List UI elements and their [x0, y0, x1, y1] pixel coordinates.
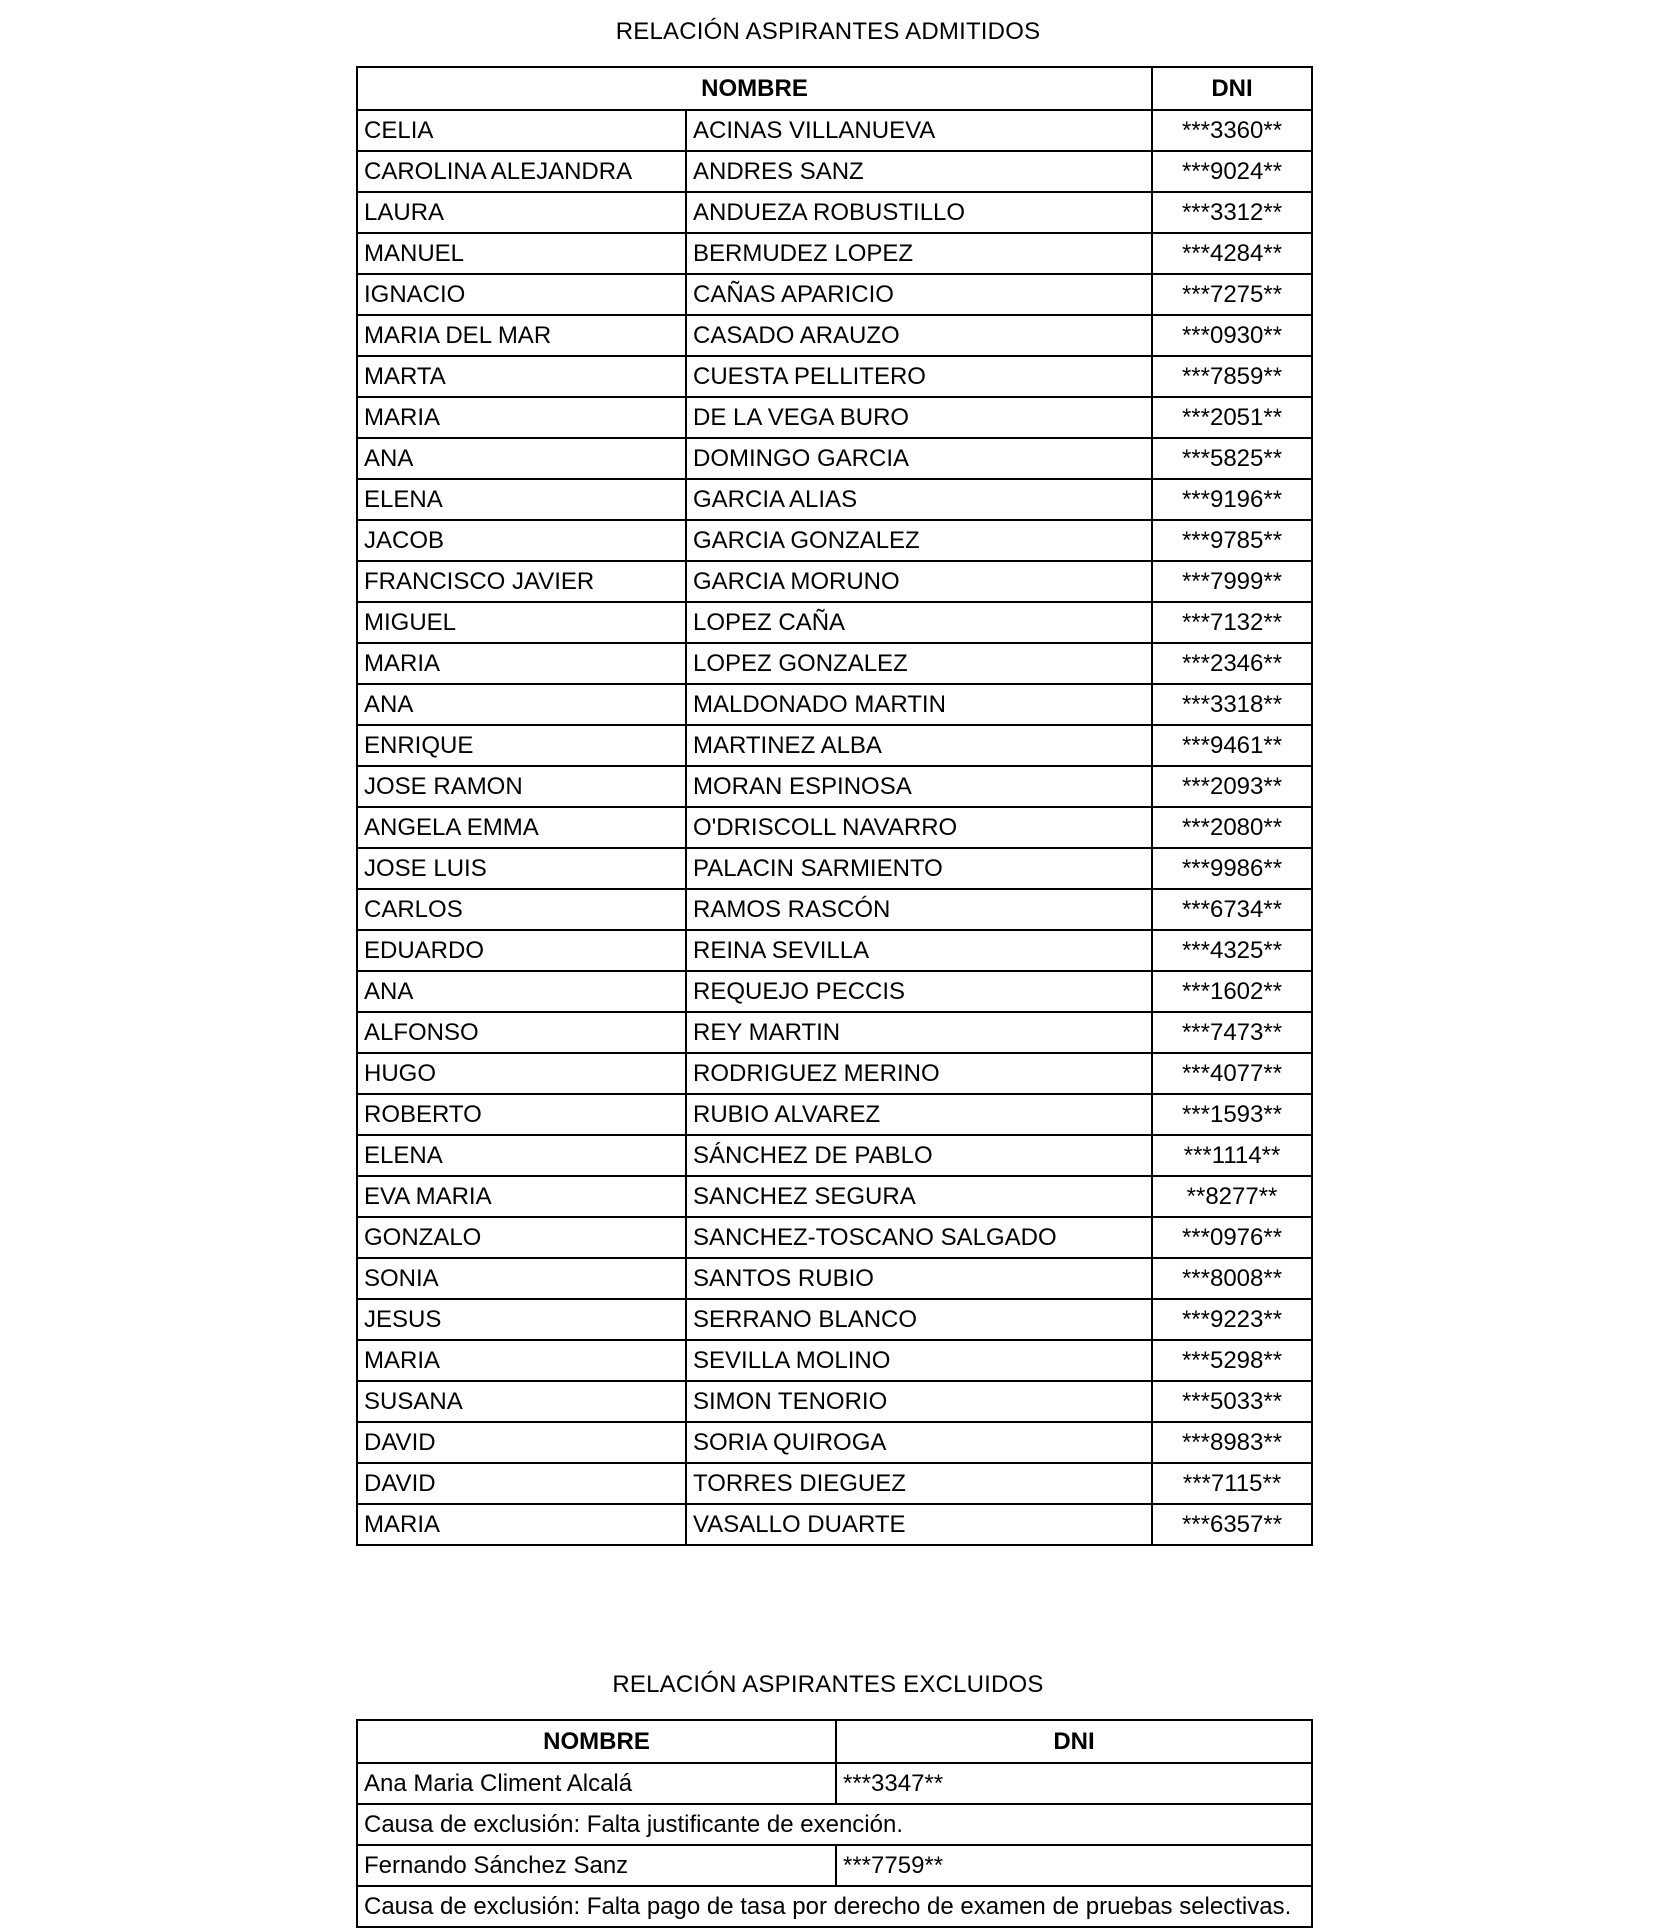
admitido-dni: ***9024**: [1152, 151, 1312, 192]
admitido-dni: ***7859**: [1152, 356, 1312, 397]
admitido-apellidos: RODRIGUEZ MERINO: [686, 1053, 1152, 1094]
admitido-dni: ***4284**: [1152, 233, 1312, 274]
admitido-dni: ***7275**: [1152, 274, 1312, 315]
admitido-apellidos: REQUEJO PECCIS: [686, 971, 1152, 1012]
admitido-apellidos: TORRES DIEGUEZ: [686, 1463, 1152, 1504]
admitido-dni: ***0930**: [1152, 315, 1312, 356]
admitido-row: [357, 315, 1312, 356]
admitido-row: [357, 1012, 1312, 1053]
admitido-nombre: GONZALO: [357, 1217, 686, 1258]
admitido-row: [357, 1381, 1312, 1422]
admitido-apellidos: VASALLO DUARTE: [686, 1504, 1152, 1545]
admitido-row: [357, 110, 1312, 151]
admitido-apellidos: LOPEZ CAÑA: [686, 602, 1152, 643]
admitido-apellidos: PALACIN SARMIENTO: [686, 848, 1152, 889]
excluido-row: [357, 1845, 1312, 1886]
admitido-dni: **8277**: [1152, 1176, 1312, 1217]
admitido-row: [357, 397, 1312, 438]
admitido-dni: ***4325**: [1152, 930, 1312, 971]
admitido-row: [357, 479, 1312, 520]
admitido-row: [357, 684, 1312, 725]
admitido-row: [357, 930, 1312, 971]
admitido-nombre: ANA: [357, 438, 686, 479]
admitido-apellidos: SIMON TENORIO: [686, 1381, 1152, 1422]
admitido-nombre: ALFONSO: [357, 1012, 686, 1053]
admitido-row: [357, 1463, 1312, 1504]
admitido-dni: ***1114**: [1152, 1135, 1312, 1176]
admitido-apellidos: RUBIO ALVAREZ: [686, 1094, 1152, 1135]
admitido-apellidos: SANCHEZ-TOSCANO SALGADO: [686, 1217, 1152, 1258]
admitido-nombre: ROBERTO: [357, 1094, 686, 1135]
admitido-apellidos: MORAN ESPINOSA: [686, 766, 1152, 807]
admitidos-body: [357, 110, 1312, 1545]
admitido-row: [357, 1258, 1312, 1299]
admitido-apellidos: ACINAS VILLANUEVA: [686, 110, 1152, 151]
admitido-nombre: MARIA: [357, 643, 686, 684]
admitido-row: [357, 1135, 1312, 1176]
admitidos-header-dni: DNI: [1152, 67, 1312, 110]
admitido-apellidos: GARCIA MORUNO: [686, 561, 1152, 602]
admitido-dni: ***8983**: [1152, 1422, 1312, 1463]
excluido-causa: Causa de exclusión: Falta justificante de exención.: [357, 1804, 1312, 1845]
admitido-row: [357, 1422, 1312, 1463]
admitido-apellidos: SANTOS RUBIO: [686, 1258, 1152, 1299]
admitido-apellidos: GARCIA GONZALEZ: [686, 520, 1152, 561]
admitidos-header-row: [357, 67, 1312, 110]
admitido-row: [357, 848, 1312, 889]
admitido-apellidos: DOMINGO GARCIA: [686, 438, 1152, 479]
admitido-nombre: JOSE RAMON: [357, 766, 686, 807]
admitido-nombre: JOSE LUIS: [357, 848, 686, 889]
admitido-apellidos: MALDONADO MARTIN: [686, 684, 1152, 725]
admitido-nombre: DAVID: [357, 1463, 686, 1504]
excluido-dni: ***7759**: [836, 1845, 1312, 1886]
admitido-apellidos: O'DRISCOLL NAVARRO: [686, 807, 1152, 848]
excluidos-header-nombre: NOMBRE: [357, 1720, 836, 1763]
admitido-row: [357, 643, 1312, 684]
admitido-row: [357, 766, 1312, 807]
admitido-nombre: DAVID: [357, 1422, 686, 1463]
admitido-nombre: MARIA: [357, 1504, 686, 1545]
admitido-apellidos: REY MARTIN: [686, 1012, 1152, 1053]
admitido-nombre: LAURA: [357, 192, 686, 233]
admitido-apellidos: SERRANO BLANCO: [686, 1299, 1152, 1340]
admitido-nombre: HUGO: [357, 1053, 686, 1094]
admitido-apellidos: SÁNCHEZ DE PABLO: [686, 1135, 1152, 1176]
admitido-row: [357, 192, 1312, 233]
admitido-nombre: FRANCISCO JAVIER: [357, 561, 686, 602]
admitido-apellidos: RAMOS RASCÓN: [686, 889, 1152, 930]
admitido-row: [357, 1504, 1312, 1545]
admitido-nombre: ELENA: [357, 1135, 686, 1176]
admitido-apellidos: MARTINEZ ALBA: [686, 725, 1152, 766]
admitido-apellidos: GARCIA ALIAS: [686, 479, 1152, 520]
admitido-nombre: ANGELA EMMA: [357, 807, 686, 848]
admitido-nombre: MARIA: [357, 397, 686, 438]
admitido-dni: ***3312**: [1152, 192, 1312, 233]
admitido-row: [357, 274, 1312, 315]
admitido-dni: ***3318**: [1152, 684, 1312, 725]
admitidos-title: RELACIÓN ASPIRANTES ADMITIDOS: [615, 18, 1041, 45]
admitido-dni: ***9785**: [1152, 520, 1312, 561]
admitido-row: [357, 725, 1312, 766]
admitidos-table: [356, 66, 1313, 1546]
admitido-row: [357, 561, 1312, 602]
admitido-nombre: CAROLINA ALEJANDRA: [357, 151, 686, 192]
admitido-row: [357, 356, 1312, 397]
admitido-dni: ***7999**: [1152, 561, 1312, 602]
admitidos-header-nombre: NOMBRE: [357, 67, 1152, 110]
admitido-dni: ***5825**: [1152, 438, 1312, 479]
admitido-nombre: SONIA: [357, 1258, 686, 1299]
admitido-nombre: MARIA DEL MAR: [357, 315, 686, 356]
admitido-nombre: CELIA: [357, 110, 686, 151]
admitido-nombre: ENRIQUE: [357, 725, 686, 766]
excluidos-title: RELACIÓN ASPIRANTES EXCLUIDOS: [612, 1671, 1044, 1698]
admitido-nombre: IGNACIO: [357, 274, 686, 315]
admitido-apellidos: SANCHEZ SEGURA: [686, 1176, 1152, 1217]
admitido-dni: ***9196**: [1152, 479, 1312, 520]
admitido-dni: ***7132**: [1152, 602, 1312, 643]
admitido-nombre: JESUS: [357, 1299, 686, 1340]
admitido-dni: ***7473**: [1152, 1012, 1312, 1053]
excluido-dni: ***3347**: [836, 1763, 1312, 1804]
admitido-apellidos: BERMUDEZ LOPEZ: [686, 233, 1152, 274]
admitido-apellidos: CAÑAS APARICIO: [686, 274, 1152, 315]
admitido-dni: ***1602**: [1152, 971, 1312, 1012]
admitido-row: [357, 151, 1312, 192]
admitido-apellidos: CUESTA PELLITERO: [686, 356, 1152, 397]
admitido-dni: ***9986**: [1152, 848, 1312, 889]
admitido-dni: ***1593**: [1152, 1094, 1312, 1135]
excluido-causa-row: [357, 1804, 1312, 1845]
admitido-dni: ***0976**: [1152, 1217, 1312, 1258]
admitido-dni: ***3360**: [1152, 110, 1312, 151]
admitido-row: [357, 1299, 1312, 1340]
admitido-row: [357, 520, 1312, 561]
admitido-nombre: EDUARDO: [357, 930, 686, 971]
admitido-nombre: MARTA: [357, 356, 686, 397]
admitido-apellidos: CASADO ARAUZO: [686, 315, 1152, 356]
admitido-dni: ***2080**: [1152, 807, 1312, 848]
admitido-row: [357, 233, 1312, 274]
excluidos-body: [357, 1763, 1312, 1927]
admitido-dni: ***9461**: [1152, 725, 1312, 766]
admitido-nombre: MARIA: [357, 1340, 686, 1381]
admitido-nombre: SUSANA: [357, 1381, 686, 1422]
admitido-dni: ***9223**: [1152, 1299, 1312, 1340]
admitido-apellidos: REINA SEVILLA: [686, 930, 1152, 971]
excluidos-table: [356, 1719, 1313, 1928]
admitido-dni: ***5298**: [1152, 1340, 1312, 1381]
admitido-row: [357, 1053, 1312, 1094]
admitido-row: [357, 1176, 1312, 1217]
admitido-row: [357, 602, 1312, 643]
admitido-apellidos: ANDUEZA ROBUSTILLO: [686, 192, 1152, 233]
excluido-causa-row: [357, 1886, 1312, 1927]
admitido-nombre: MIGUEL: [357, 602, 686, 643]
admitido-dni: ***8008**: [1152, 1258, 1312, 1299]
admitido-row: [357, 1340, 1312, 1381]
admitido-dni: ***2093**: [1152, 766, 1312, 807]
admitido-apellidos: DE LA VEGA BURO: [686, 397, 1152, 438]
admitido-apellidos: ANDRES SANZ: [686, 151, 1152, 192]
admitido-nombre: ELENA: [357, 479, 686, 520]
admitido-dni: ***6734**: [1152, 889, 1312, 930]
admitido-row: [357, 1094, 1312, 1135]
excluido-causa: Causa de exclusión: Falta pago de tasa por derecho de examen de pruebas selectivas.: [357, 1886, 1312, 1927]
admitido-nombre: JACOB: [357, 520, 686, 561]
excluidos-header-dni: DNI: [836, 1720, 1312, 1763]
excluido-nombre: Ana Maria Climent Alcalá: [357, 1763, 836, 1804]
admitido-row: [357, 438, 1312, 479]
excluidos-header-row: [357, 1720, 1312, 1763]
admitido-row: [357, 1217, 1312, 1258]
excluido-row: [357, 1763, 1312, 1804]
admitido-dni: ***4077**: [1152, 1053, 1312, 1094]
admitido-dni: ***7115**: [1152, 1463, 1312, 1504]
admitido-row: [357, 889, 1312, 930]
admitido-dni: ***5033**: [1152, 1381, 1312, 1422]
admitido-apellidos: SORIA QUIROGA: [686, 1422, 1152, 1463]
admitido-row: [357, 971, 1312, 1012]
admitido-apellidos: SEVILLA MOLINO: [686, 1340, 1152, 1381]
admitido-dni: ***2346**: [1152, 643, 1312, 684]
admitido-nombre: ANA: [357, 684, 686, 725]
admitido-dni: ***2051**: [1152, 397, 1312, 438]
admitido-nombre: ANA: [357, 971, 686, 1012]
admitido-nombre: MANUEL: [357, 233, 686, 274]
admitido-nombre: CARLOS: [357, 889, 686, 930]
admitido-row: [357, 807, 1312, 848]
excluido-nombre: Fernando Sánchez Sanz: [357, 1845, 836, 1886]
admitido-dni: ***6357**: [1152, 1504, 1312, 1545]
admitido-nombre: EVA MARIA: [357, 1176, 686, 1217]
admitido-apellidos: LOPEZ GONZALEZ: [686, 643, 1152, 684]
